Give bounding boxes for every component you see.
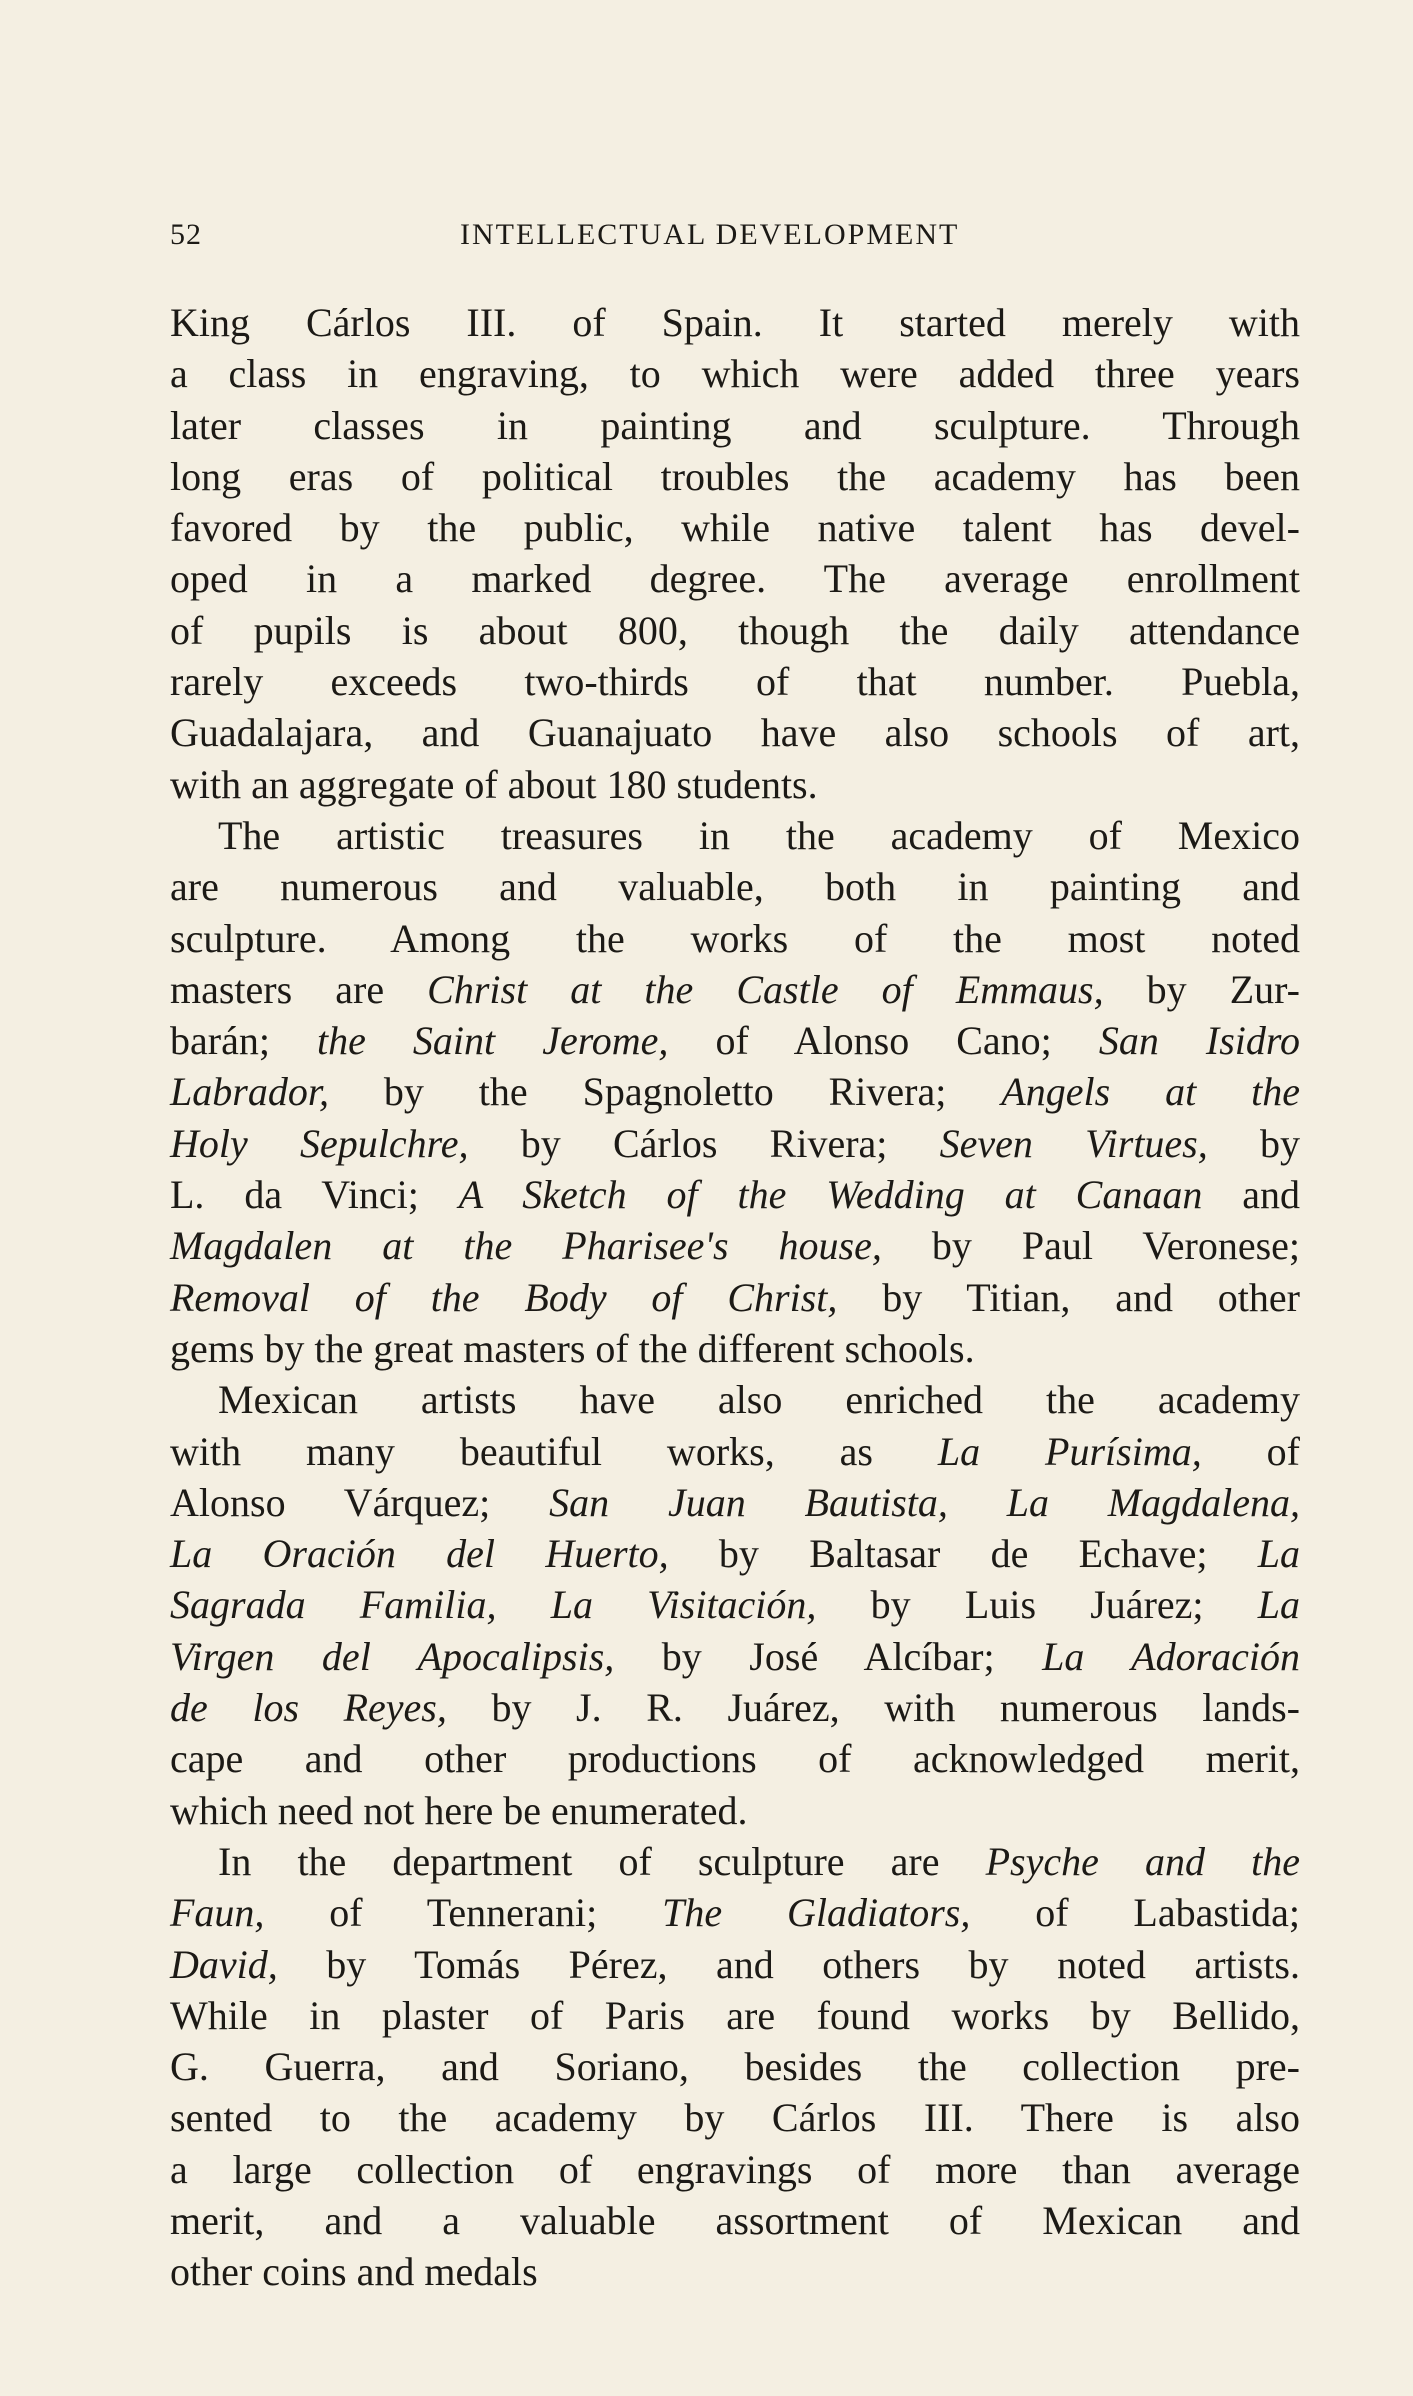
italic-title: the Saint Jerome, bbox=[317, 1018, 669, 1064]
text-segment: by José Alcíbar; bbox=[614, 1633, 1043, 1679]
text-segment: In the department of sculpture are bbox=[218, 1838, 986, 1884]
text-line: a large collection of engravings of more than average bbox=[170, 2146, 1300, 2192]
text-line: other coins and medals bbox=[170, 2249, 538, 2295]
italic-title: Psyche and the bbox=[985, 1838, 1300, 1884]
text-line: The artistic treasures in the academy of Mexico bbox=[218, 812, 1300, 858]
text-segment: L. da Vinci; bbox=[170, 1172, 459, 1218]
text-line bbox=[170, 1682, 1300, 1733]
italic-title: Labrador, bbox=[170, 1069, 329, 1115]
italic-title: La Adoración bbox=[1042, 1633, 1301, 1679]
italic-title: Magdalen at the Pharisee's house, bbox=[170, 1223, 882, 1269]
text-line bbox=[170, 1066, 1300, 1117]
italic-title: Virgen del Apocalipsis, bbox=[170, 1633, 615, 1679]
italic-title: La Oración del Huerto, bbox=[170, 1531, 669, 1577]
italic-title: Seven Virtues, bbox=[939, 1120, 1208, 1166]
text-segment: with many beautiful works, as bbox=[170, 1428, 938, 1474]
italic-title: David, bbox=[170, 1941, 278, 1987]
italic-title: Holy Sepulchre, bbox=[170, 1120, 469, 1166]
text-segment: by Baltasar de Echave; bbox=[668, 1531, 1258, 1577]
text-line bbox=[170, 1579, 1300, 1630]
text-segment: Alonso Várquez; bbox=[170, 1479, 550, 1525]
text-segment: and bbox=[1202, 1172, 1300, 1218]
text-segment: of Tennerani; bbox=[264, 1890, 663, 1936]
text-segment: of Alonso Cano; bbox=[668, 1018, 1099, 1064]
page-number: 52 bbox=[170, 218, 202, 251]
text-segment: by Cárlos Rivera; bbox=[468, 1120, 940, 1166]
italic-title: The Gladiators, bbox=[662, 1890, 971, 1936]
running-head: INTELLECTUAL DEVELOPMENT bbox=[460, 218, 960, 251]
italic-title: Sagrada Familia, La Visitación, bbox=[170, 1582, 817, 1628]
text-line: which need not here be enumerated. bbox=[170, 1787, 748, 1833]
text-segment: by J. R. Juárez, with numerous lands- bbox=[446, 1685, 1300, 1731]
text-line bbox=[170, 1836, 1300, 1887]
italic-title: Christ at the Castle of Emmaus, bbox=[427, 966, 1104, 1012]
text-line bbox=[170, 1631, 1300, 1682]
text-line: long eras of political troubles the academy has been bbox=[170, 453, 1300, 499]
text-segment: by the Spagnoletto Rivera; bbox=[328, 1069, 1002, 1115]
italic-title: La bbox=[1257, 1582, 1300, 1628]
text-line: merit, and a valuable assortment of Mexican and bbox=[170, 2197, 1300, 2243]
text-line: rarely exceeds two-thirds of that number. Puebla, bbox=[170, 659, 1300, 705]
text-segment: by Luis Juárez; bbox=[816, 1582, 1258, 1628]
italic-title: A Sketch of the Wedding at Canaan bbox=[458, 1172, 1203, 1218]
text-segment: by Tomás Pérez, and others by noted artists. bbox=[277, 1941, 1300, 1987]
text-segment: by bbox=[1207, 1120, 1301, 1166]
text-line: G. Guerra, and Soriano, besides the collection pre- bbox=[170, 2044, 1300, 2090]
text-line: King Cárlos III. of Spain. It started merely with bbox=[170, 300, 1300, 345]
text-line: favored by the public, while native talent has devel- bbox=[170, 505, 1300, 551]
text-line: gems by the great masters of the different schools. bbox=[170, 1325, 975, 1371]
text-segment: by Paul Veronese; bbox=[881, 1223, 1301, 1269]
italic-title: Removal of the Body of Christ, bbox=[170, 1274, 838, 1320]
text-segment: masters are bbox=[170, 966, 428, 1012]
italic-title: Angels at the bbox=[1001, 1069, 1300, 1115]
text-line bbox=[170, 1015, 1300, 1066]
text-line bbox=[170, 964, 1300, 1015]
text-segment: by Titian, and other bbox=[837, 1274, 1300, 1320]
text-line: cape and other productions of acknowledged merit, bbox=[170, 1736, 1300, 1782]
text-line bbox=[170, 1426, 1300, 1477]
italic-title: La Purísima, bbox=[937, 1428, 1202, 1474]
text-line bbox=[170, 1887, 1300, 1938]
text-line bbox=[170, 1220, 1300, 1271]
page-header bbox=[170, 218, 1300, 268]
text-line: sented to the academy by Cárlos III. There is also bbox=[170, 2095, 1300, 2141]
text-line bbox=[170, 1118, 1300, 1169]
text-line bbox=[170, 1169, 1300, 1220]
text-line bbox=[170, 1477, 1300, 1528]
text-segment: of Labastida; bbox=[970, 1890, 1301, 1936]
italic-title: Faun, bbox=[170, 1890, 265, 1936]
text-line: with an aggregate of about 180 students. bbox=[170, 761, 818, 807]
text-segment: of bbox=[1201, 1428, 1300, 1474]
text-segment: by Zur- bbox=[1103, 966, 1300, 1012]
italic-title: San Juan Bautista, La Magdalena, bbox=[549, 1479, 1300, 1525]
text-line: a class in engraving, to which were added three years bbox=[170, 351, 1300, 397]
italic-title: La bbox=[1257, 1531, 1300, 1577]
text-line: sculpture. Among the works of the most noted bbox=[170, 915, 1300, 961]
text-line bbox=[170, 1272, 1300, 1323]
text-line: are numerous and valuable, both in painting and bbox=[170, 864, 1300, 910]
text-line: of pupils is about 800, though the daily attendance bbox=[170, 607, 1300, 653]
text-line: Mexican artists have also enriched the academy bbox=[218, 1377, 1300, 1423]
text-segment: barán; bbox=[170, 1018, 317, 1064]
text-line: While in plaster of Paris are found works by Bellido, bbox=[170, 1992, 1300, 2038]
italic-title: de los Reyes, bbox=[170, 1685, 447, 1731]
body-text bbox=[170, 297, 1300, 2298]
text-line bbox=[170, 1939, 1300, 1990]
text-line: Guadalajara, and Guanajuato have also schools of art, bbox=[170, 710, 1300, 756]
text-line: oped in a marked degree. The average enrollment bbox=[170, 556, 1300, 602]
text-line: later classes in painting and sculpture. Through bbox=[170, 402, 1300, 448]
italic-title: San Isidro bbox=[1098, 1018, 1300, 1064]
text-line bbox=[170, 1528, 1300, 1579]
